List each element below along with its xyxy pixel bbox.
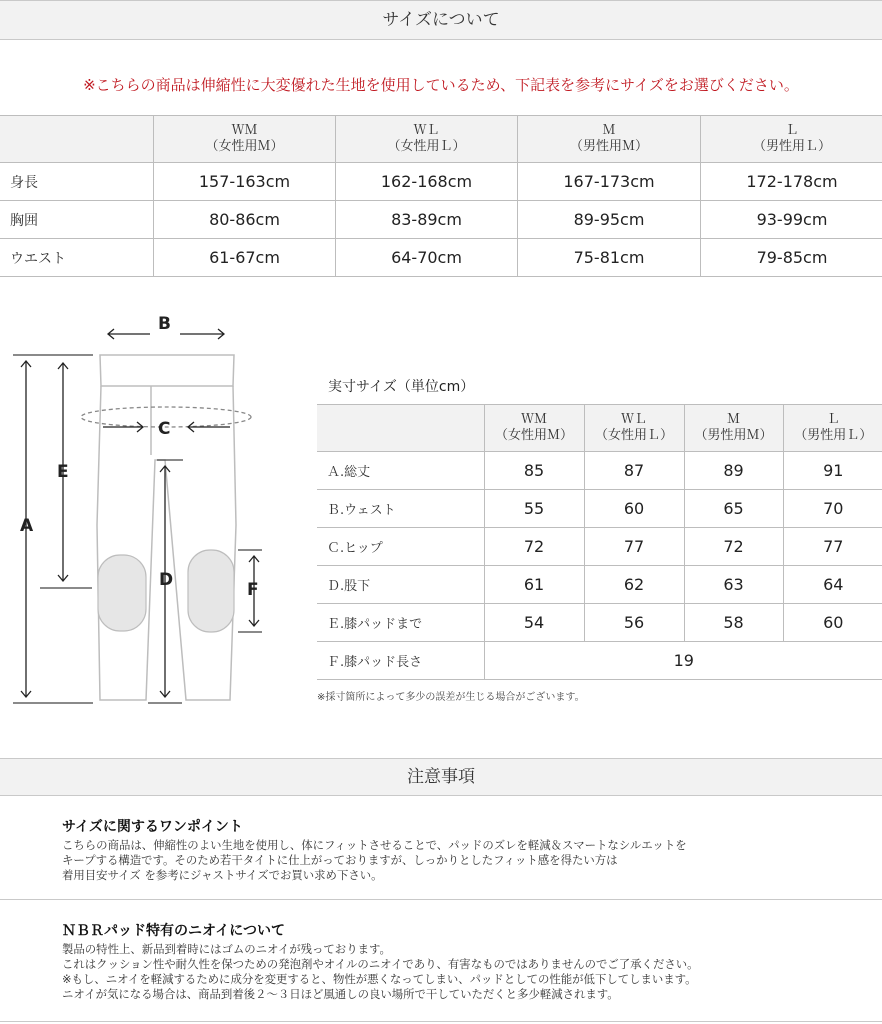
table-cell: 61-67cm [154,239,336,277]
table-cell: 54 [484,604,584,642]
label-c: C [158,419,171,439]
table-cell: 61 [484,566,584,604]
odor-title: ＮＢＲパッド特有のニオイについて [62,923,286,939]
label-a: A [20,516,34,536]
table-cell: 55 [484,490,584,528]
table-cell: 89 [684,452,783,490]
divider [0,899,882,900]
table-cell: 80-86cm [154,201,336,239]
table-cell: 64-70cm [336,239,518,277]
left-knee-pad [98,555,146,631]
column-header: ＷＭ （女性用Ｍ） [154,116,336,163]
waistband-outline [100,355,234,386]
table-header-row [0,116,882,163]
row-label: Ｅ.膝パッドまで [317,604,484,642]
size-notice: ※こちらの商品は伸縮性に大変優れた生地を使用しているため、下記表を参考にサイズをお選びください。 [83,76,799,94]
onepoint-line: 着用目安サイズ を参考にジャストサイズでお買い求め下さい。 [62,868,383,882]
label-b: B [158,314,171,334]
column-header: Ｍ （男性用Ｍ） [684,405,783,452]
table-cell: 89-95cm [518,201,701,239]
table-cell: 72 [684,528,783,566]
label-f: F [247,580,259,600]
table-row [0,163,882,201]
table-cell: 72 [484,528,584,566]
header-empty-cell [0,116,154,163]
table-cell: 56 [584,604,684,642]
measure-table-title: 実寸サイズ（単位cm） [328,379,475,395]
table-row [0,201,882,239]
body-size-table [0,115,882,277]
odor-line: ※もし、ニオイを軽減するために成分を変更すると、物性が悪くなってしまい、パッドとしての性能が低下してしまいます。 [62,972,697,986]
measure-note: ※採寸箇所によって多少の誤差が生じる場合がございます。 [317,692,585,703]
row-label: 身長 [0,163,154,201]
table-cell: 60 [783,604,882,642]
onepoint-block [62,816,687,883]
table-cell: 85 [484,452,584,490]
table-cell: 62 [584,566,684,604]
header-empty-cell [317,405,484,452]
table-row [317,452,882,490]
odor-line: 製品の特性上、新品到着時にはゴムのニオイが残っております。 [62,942,391,956]
table-cell: 162-168cm [336,163,518,201]
caution-section-heading: 注意事項 [0,758,882,796]
table-cell: 91 [783,452,882,490]
table-cell: 79-85cm [701,239,882,277]
table-cell: 93-99cm [701,201,882,239]
pants-diagram [0,305,300,715]
column-header: ＷＬ （女性用Ｌ） [584,405,684,452]
column-header: Ｌ （男性用Ｌ） [701,116,882,163]
table-cell: 77 [783,528,882,566]
row-label: Ａ.総丈 [317,452,484,490]
table-row [317,528,882,566]
table-cell: 58 [684,604,783,642]
table-row [0,239,882,277]
label-e: E [57,462,69,482]
table-cell: 172-178cm [701,163,882,201]
table-row [317,490,882,528]
odor-line: これはクッション性や耐久性を保つための発泡剤やオイルのニオイであり、有害なものではありませんのでご了承ください。 [62,957,699,971]
odor-block [62,920,699,1002]
onepoint-line: キープする構造です。そのため若干タイトに仕上がっておりますが、しっかりとしたフィット感を得たい方は [62,853,618,867]
table-cell: 87 [584,452,684,490]
onepoint-line: こちらの商品は、伸縮性のよい生地を使用し、体にフィットさせることで、パッドのズレを軽減＆スマートなシルエットを [62,838,687,852]
row-label: 胸囲 [0,201,154,239]
label-d: D [159,570,174,590]
table-header-row [317,405,882,452]
odor-line: ニオイが気になる場合は、商品到着後２～３日ほど風通しの良い場所で干していただくと多少軽減されます。 [62,987,619,1001]
table-cell: 157-163cm [154,163,336,201]
table-cell: 83-89cm [336,201,518,239]
row-label: ウエスト [0,239,154,277]
onepoint-title: サイズに関するワンポイント [62,819,243,835]
row-label: Ｄ.股下 [317,566,484,604]
table-cell: 167-173cm [518,163,701,201]
right-knee-pad [188,550,234,632]
table-cell: 63 [684,566,783,604]
size-section-heading: サイズについて [0,0,882,40]
measure-table [317,404,882,680]
table-cell: 64 [783,566,882,604]
table-row [317,604,882,642]
table-row [317,642,882,680]
column-header: Ｍ （男性用Ｍ） [518,116,701,163]
row-label: Ｃ.ヒップ [317,528,484,566]
table-cell: 70 [783,490,882,528]
table-cell-merged: 19 [484,642,882,680]
table-cell: 77 [584,528,684,566]
table-cell: 60 [584,490,684,528]
table-cell: 65 [684,490,783,528]
column-header: Ｌ （男性用Ｌ） [783,405,882,452]
row-label: Ｂ.ウェスト [317,490,484,528]
column-header: ＷＬ （女性用Ｌ） [336,116,518,163]
row-label: Ｆ.膝パッド長さ [317,642,484,680]
column-header: ＷＭ （女性用Ｍ） [484,405,584,452]
table-row [317,566,882,604]
table-cell: 75-81cm [518,239,701,277]
divider [0,1021,882,1022]
